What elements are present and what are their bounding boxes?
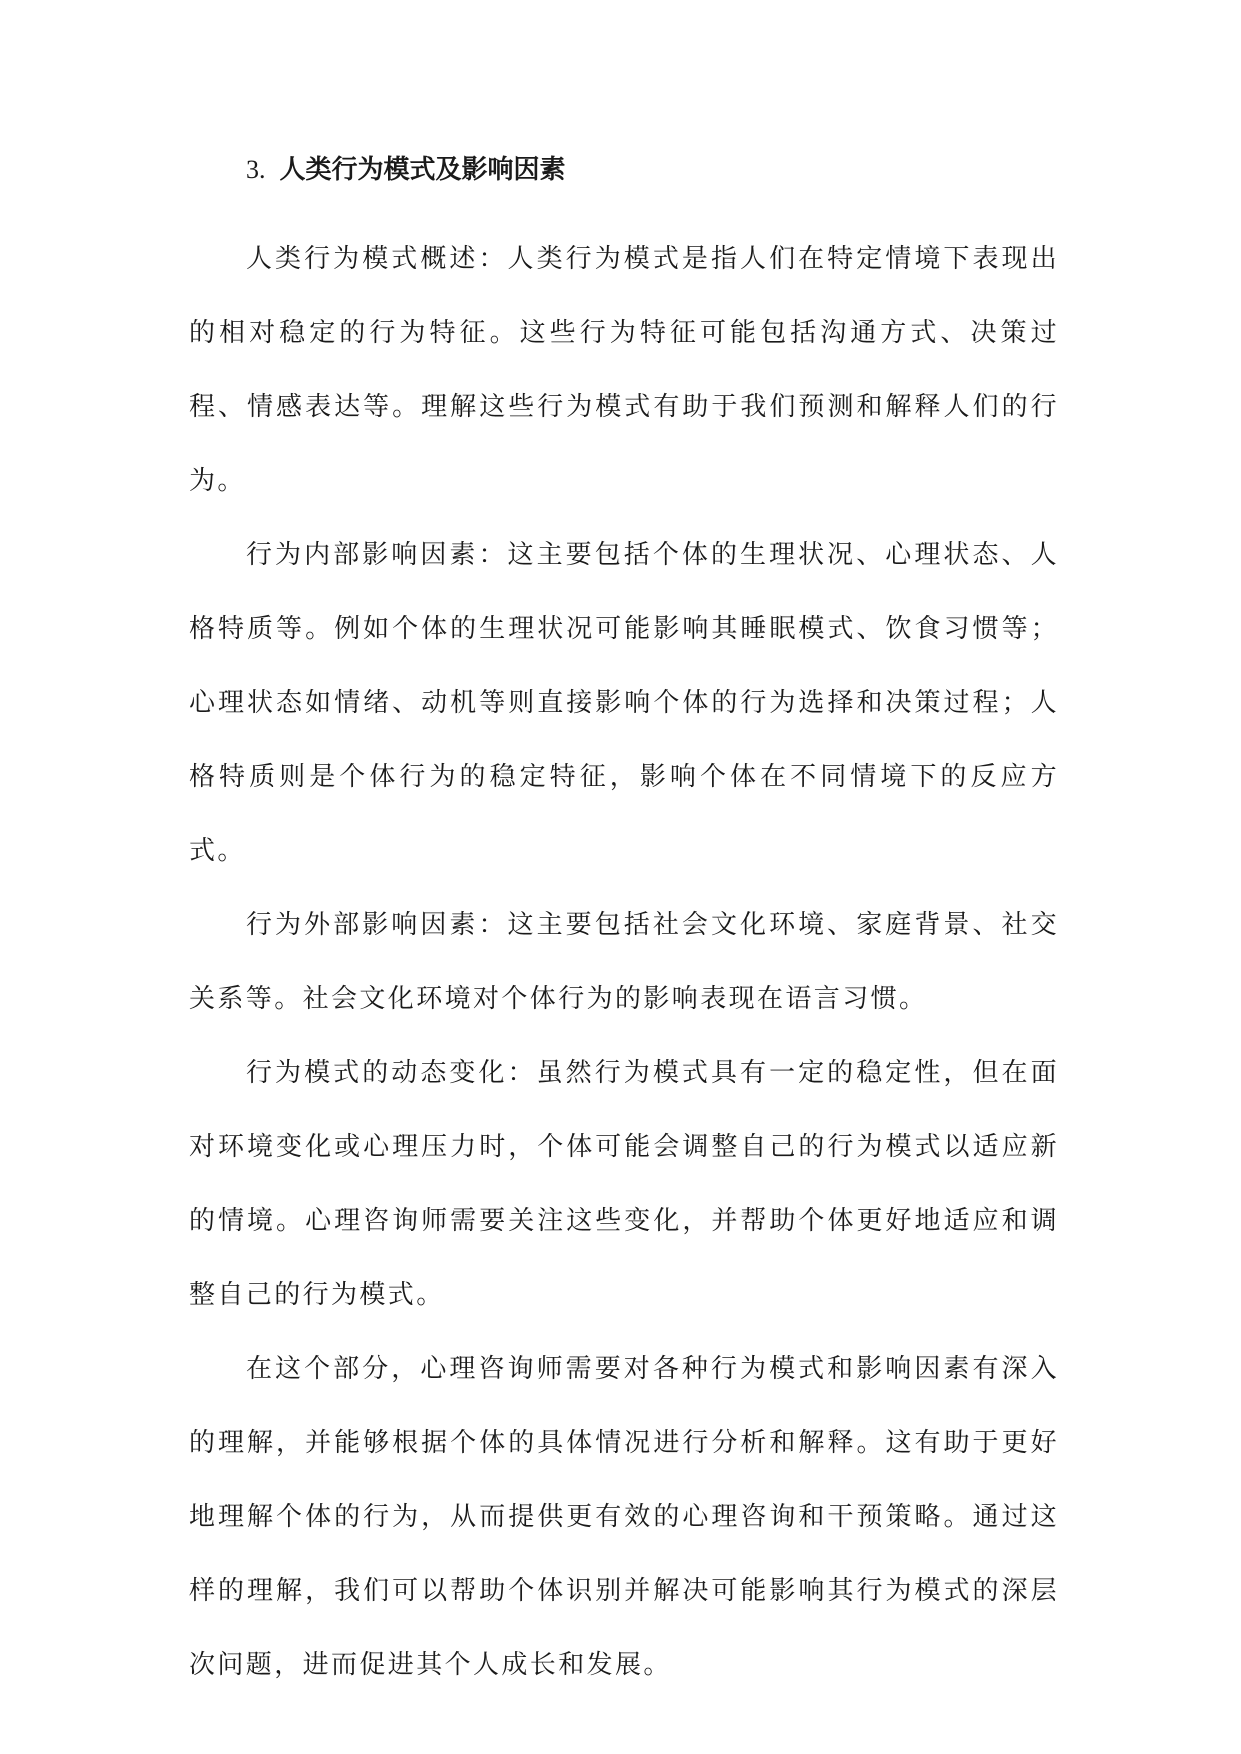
paragraph-internal-factors: 行为内部影响因素：这主要包括个体的生理状况、心理状态、人格特质等。例如个体的生理状况可能影响其睡眠模式、饮食习惯等；心理状态如情绪、动机等则直接影响个体的行为选择和决策过程；人格特质则是个体行为的稳定特征，影响个体在不同情境下的反应方式。 [189,540,1059,866]
section-number: 3. [246,155,266,184]
paragraph-overview: 人类行为模式概述：人类行为模式是指人们在特定情境下表现出的相对稳定的行为特征。这些行为特征可能包括沟通方式、决策过程、情感表达等。理解这些行为模式有助于我们预测和解释人们的行为。 [189,244,1059,496]
paragraph-dynamic-change: 行为模式的动态变化：虽然行为模式具有一定的稳定性，但在面对环境变化或心理压力时，个体可能会调整自己的行为模式以适应新的情境。心理咨询师需要关注这些变化，并帮助个体更好地适应和调整自己的行为模式。 [189,1058,1059,1310]
section-title: 人类行为模式及影响因素 [279,155,566,185]
paragraph-external-factors: 行为外部影响因素：这主要包括社会文化环境、家庭背景、社交关系等。社会文化环境对个体行为的影响表现在语言习惯。 [189,910,1059,1014]
document-page [189,148,1059,1702]
section-heading [189,148,1059,192]
paragraph-summary: 在这个部分，心理咨询师需要对各种行为模式和影响因素有深入的理解，并能够根据个体的具体情况进行分析和解释。这有助于更好地理解个体的行为，从而提供更有效的心理咨询和干预策略。通过这样的理解，我们可以帮助个体识别并解决可能影响其行为模式的深层次问题，进而促进其个人成长和发展。 [189,1354,1059,1680]
